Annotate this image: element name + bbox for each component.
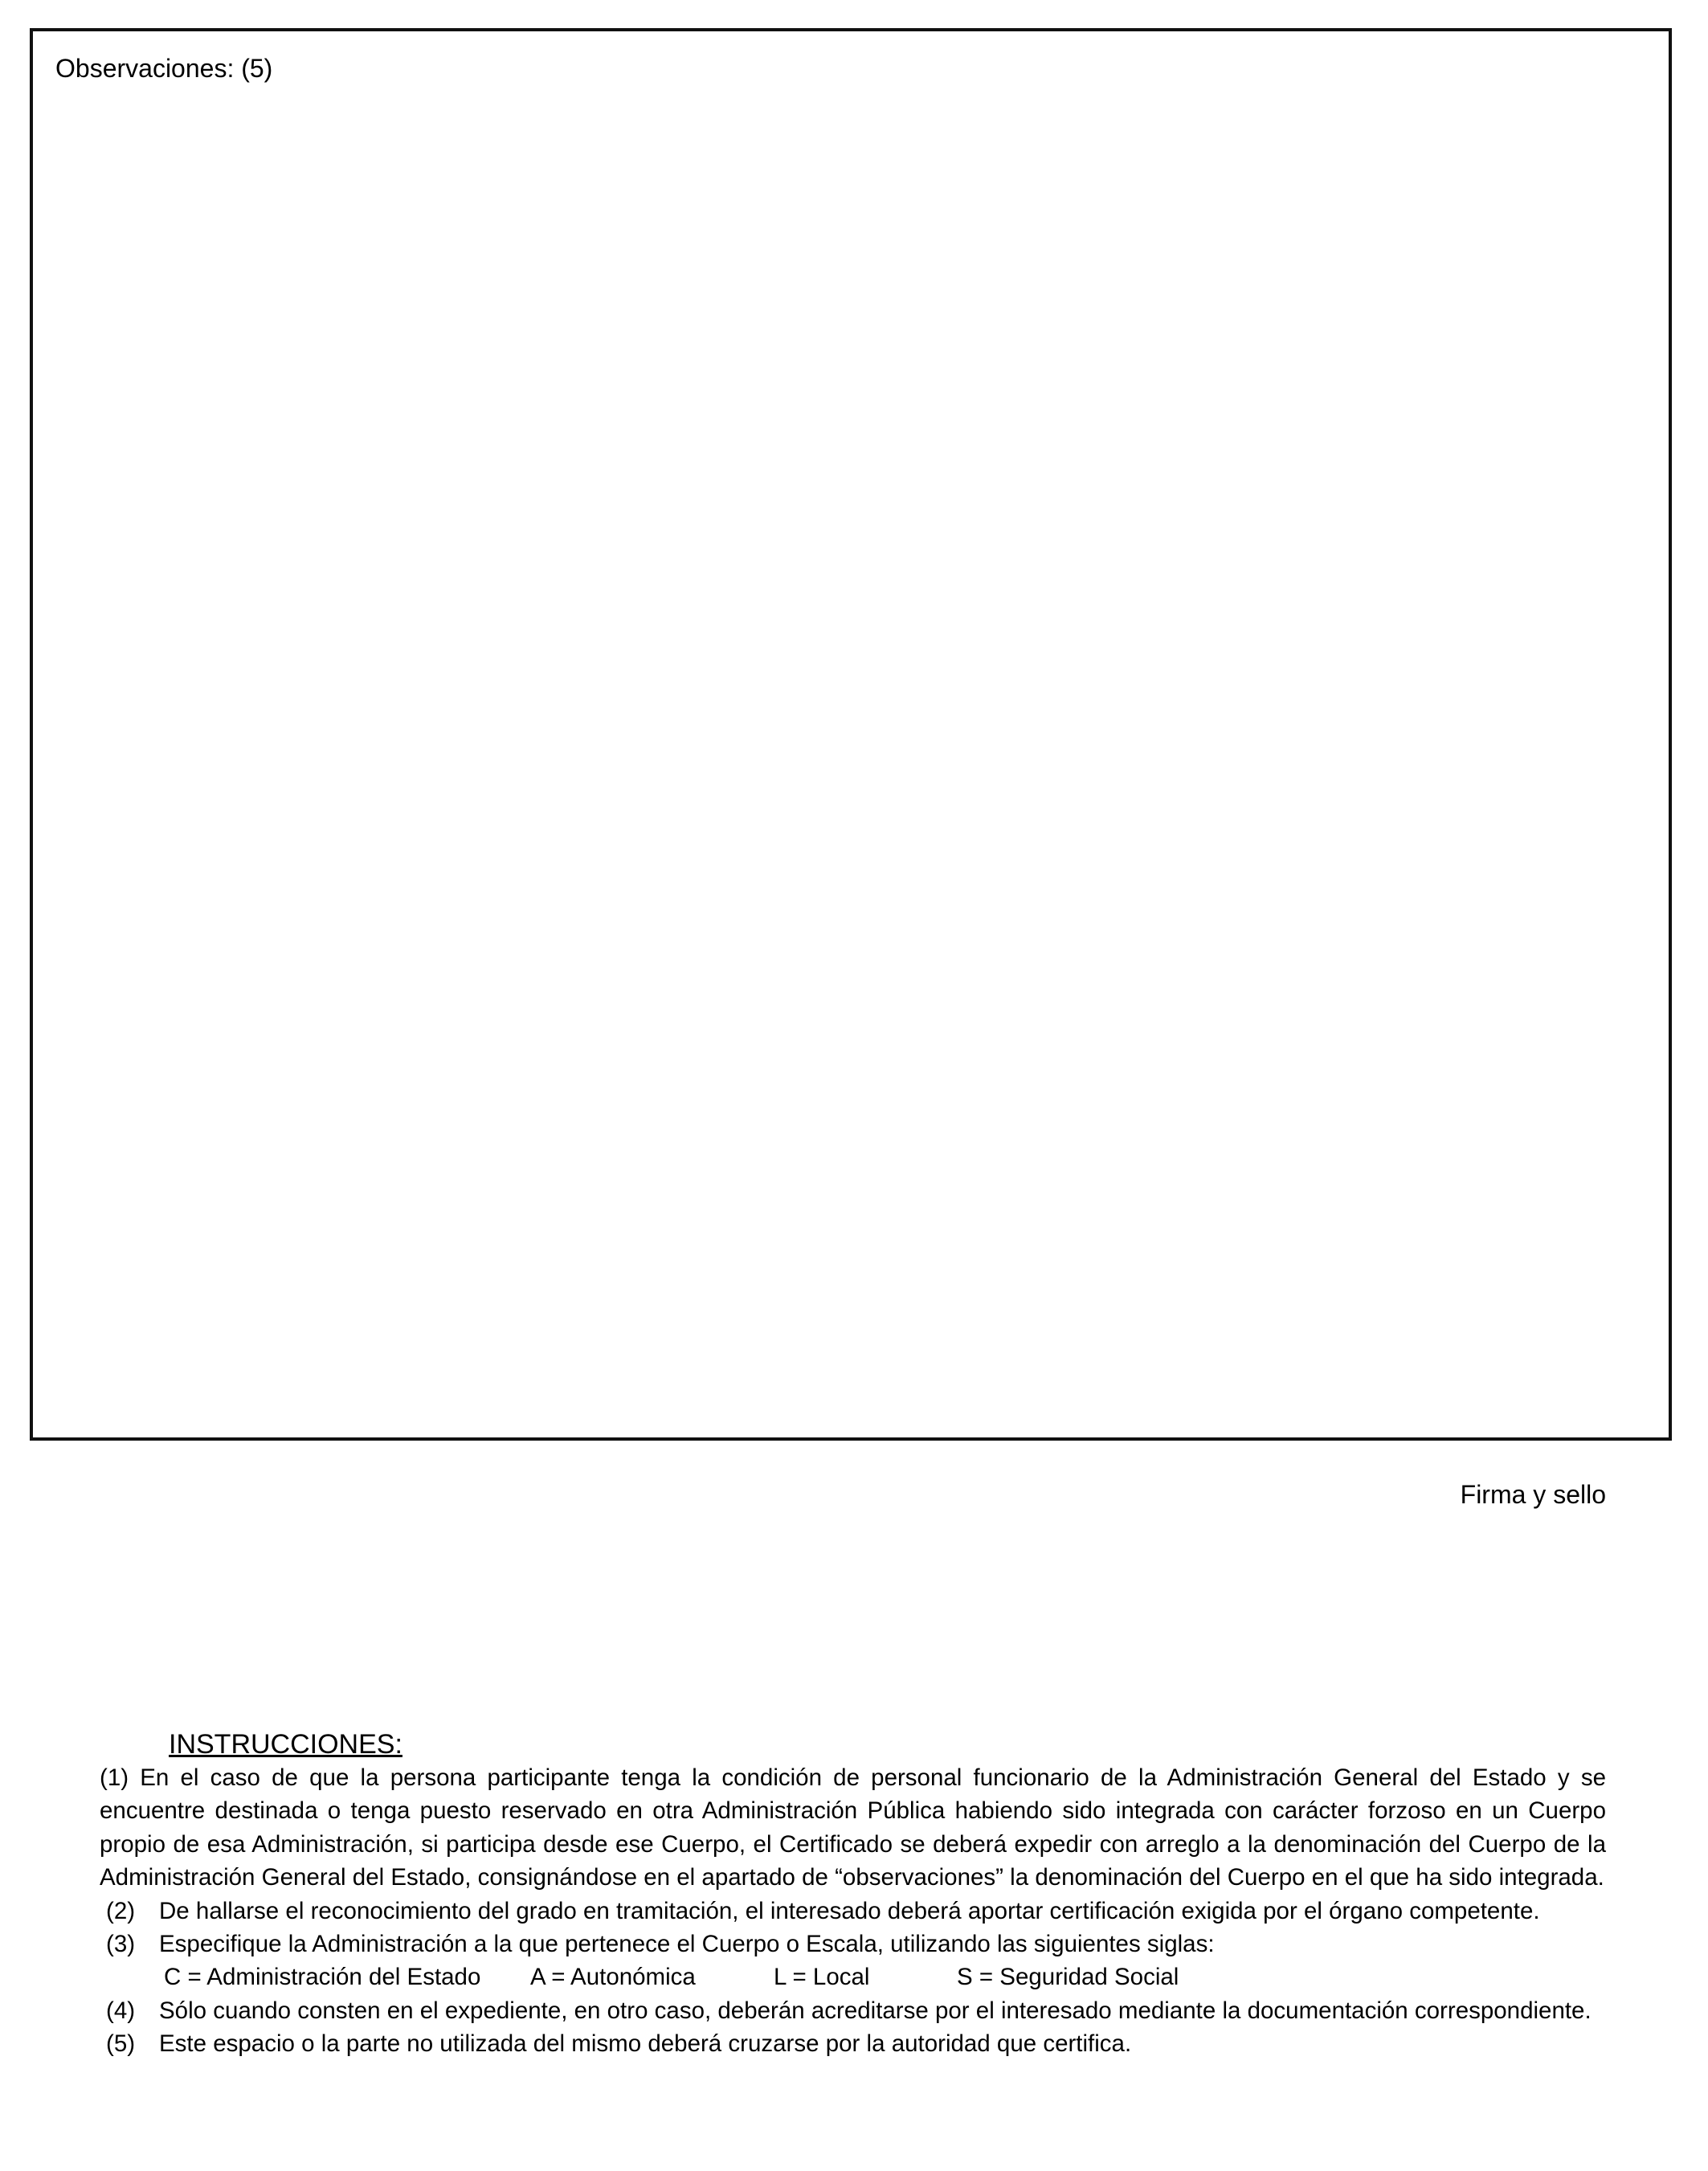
instruccion-2-number: (2) [106, 1897, 136, 1924]
instruccion-3-text: Especifique la Administración a la que pertenece el Cuerpo o Escala, utilizando las siguientes siglas: [159, 1931, 1215, 1958]
instrucciones-heading: INSTRUCCIONES: [169, 1729, 402, 1760]
sigla-s: S = Seguridad Social [957, 1964, 1179, 1991]
instruccion-2-text: De hallarse el reconocimiento del grado en tramitación, el interesado deberá aportar certificación exigida por el órgano competente. [159, 1897, 1540, 1924]
instruccion-1: (1) En el caso de que la persona participante tenga la condición de personal funcionario de la Administración General del Estado y se encuentre destinada o tenga puesto reservado en otra Administración Pública habiendo sido integrada con carácter forzoso en un Cuerpo propio de esa Administración, si participa desde ese Cuerpo, el Certificado se deberá expedir con arreglo a la denominación del Cuerpo de la Administración General del Estado, consignándose en el apartado de “observaciones” la denominación del Cuerpo en el que ha sido integrada. [100, 1764, 1606, 1891]
instruccion-4-number: (4) [106, 1997, 136, 2024]
instruccion-5-text: Este espacio o la parte no utilizada del mismo deberá cruzarse por la autoridad que certifica. [159, 2030, 1132, 2058]
instruccion-2 [100, 1895, 1606, 1928]
sigla-l: L = Local [774, 1964, 870, 1991]
instruccion-3 [100, 1928, 1606, 1960]
instruccion-5-number: (5) [106, 2030, 136, 2058]
instruccion-4-text: Sólo cuando consten en el expediente, en otro caso, deberán acreditarse por el interesado mediante la documentación correspondiente. [159, 1997, 1592, 2024]
sigla-a: A = Autonómica [530, 1964, 696, 1991]
instruccion-5 [100, 2027, 1606, 2060]
sigla-c: C = Administración del Estado [164, 1964, 481, 1991]
firma-y-sello-label: Firma y sello [1460, 1480, 1606, 1509]
observaciones-box[interactable] [30, 28, 1672, 1441]
instruccion-4 [100, 1994, 1606, 2027]
observaciones-label: Observaciones: (5) [55, 54, 273, 83]
instrucciones-body [100, 1761, 1606, 2061]
instruccion-3-number: (3) [106, 1931, 136, 1958]
siglas-row [100, 1960, 1606, 1993]
